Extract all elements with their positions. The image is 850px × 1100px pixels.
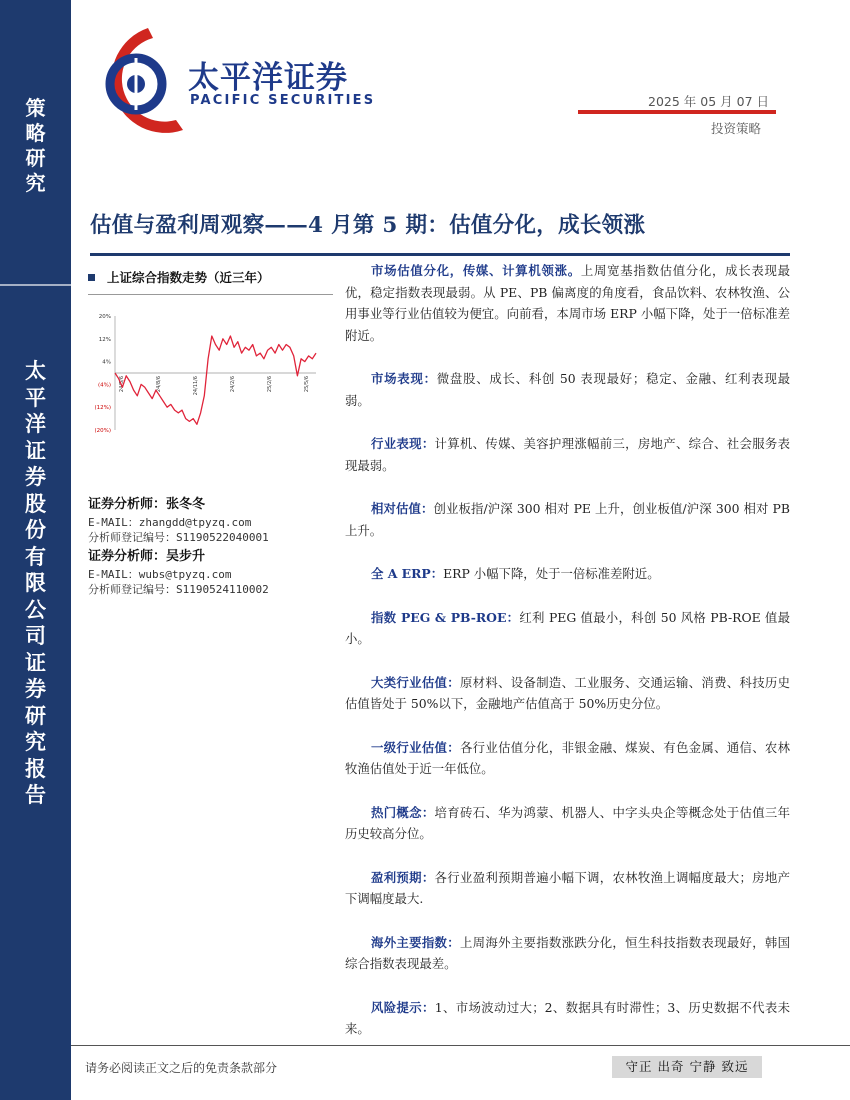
sidebar-bottom-char: 股: [25, 490, 46, 516]
analyst-registration: 分析师登记编号：S1190524110002: [88, 583, 269, 596]
report-category: 投资策略: [711, 121, 762, 136]
analyst-email: E-MAIL：wubs@tpyzq.com: [88, 568, 232, 581]
summary-paragraph: [345, 368, 790, 411]
sidebar-top-text: [0, 96, 71, 196]
summary-paragraph: [345, 672, 790, 715]
analyst-registration: 分析师登记编号：S1190522040001: [88, 531, 269, 544]
paragraph-text: ERP 小幅下降，处于一倍标准差附近。: [443, 566, 660, 581]
sidebar-divider: [0, 284, 71, 286]
logo-en-text: PACIFIC SECURITIES: [190, 93, 376, 108]
sidebar-top-char: 略: [25, 121, 46, 145]
paragraph-text: 原材料、设备制造、工业服务、交通运输、消费、科技历史估值皆处于 50%以下，金融地产估值高于 50%历史分位。: [345, 674, 791, 711]
y-tick-label: 20%: [98, 314, 111, 320]
y-tick-label: 12%: [98, 336, 111, 343]
paragraph-text: 计算机、传媒、美容护理涨幅前三，房地产、综合、社会服务表现最弱。: [345, 436, 791, 473]
series-line: [115, 336, 316, 424]
paragraph-text: 上周海外主要指数涨跌分化，恒生科技指数表现最好，韩国综合指数表现最差。: [345, 934, 791, 971]
analyst-name: 证券分析师：吴步升: [88, 549, 206, 564]
paragraph-heading: 市场表现：: [371, 371, 437, 386]
paragraph-heading: 盈利预期：: [371, 869, 435, 885]
summary-paragraph: [345, 498, 790, 541]
summary-paragraph: [345, 260, 790, 346]
disclaimer-note: 请务必阅读正文之后的免责条款部分: [85, 1061, 278, 1075]
sidebar-bottom-char: 报: [25, 755, 46, 781]
sidebar-bottom-char: 平: [25, 384, 46, 410]
footer-line: [71, 1045, 850, 1046]
summary-paragraph: [345, 932, 790, 975]
paragraph-text: 微盘股、成长、科创 50 表现最好；稳定、金融、红利表现最弱。: [345, 371, 790, 408]
sidebar-bottom-char: 洋: [25, 411, 46, 436]
paragraph-heading: 市场估值分化，传媒、计算机领涨。: [371, 263, 581, 278]
chart-title-text: 上证综合指数走势（近三年）: [107, 270, 270, 285]
logo-cn-text: 太平洋证券: [188, 60, 348, 96]
paragraph-text: 各行业盈利预期普遍小幅下调，农林牧渔上调幅度最大；房地产下调幅度最大.: [345, 869, 791, 906]
sidebar-bottom-char: 究: [25, 729, 46, 754]
x-tick-label: 24/2/6: [230, 376, 236, 393]
paragraph-heading: 热门概念：: [371, 804, 435, 820]
paragraph-heading: 风险提示：: [371, 999, 435, 1015]
sidebar-bottom-char: 司: [25, 623, 46, 648]
x-tick-label: 24/8/6: [156, 376, 162, 393]
sidebar-bottom-char: 券: [25, 676, 46, 701]
sidebar-bottom-char: 券: [25, 464, 46, 489]
summary-body: [345, 260, 790, 1040]
y-tick-label: (12%): [94, 405, 111, 412]
paragraph-text: 红利 PEG 值最小，科创 50 风格 PB-ROE 值最小。: [345, 609, 790, 646]
sidebar-bottom-char: 限: [25, 570, 46, 595]
sidebar-bottom-char: 证: [25, 649, 46, 675]
header-red-line: [578, 110, 776, 114]
paragraph-heading: 大类行业估值：: [371, 674, 460, 690]
analyst-name: 证券分析师：张冬冬: [88, 497, 206, 512]
paragraph-text: 各行业估值分化，非银金融、煤炭、有色金属、通信、农林牧渔估值处于近一年低位。: [345, 739, 791, 776]
sidebar-bottom-char: 研: [25, 702, 46, 728]
analyst-email: E-MAIL：zhangdd@tpyzq.com: [88, 516, 252, 529]
company-motto: 守正 出奇 宁静 致远: [612, 1056, 762, 1078]
summary-paragraph: [345, 867, 790, 910]
paragraph-text: 上周宽基指数估值分化，成长表现最优，稳定指数表现最弱。从 PE、PB 偏离度的角度看，食品饮料、农林牧渔、公用事业等行业估值较为便宜。向前看，本周市场 ERP 小幅下降，处于一倍标准差附近。: [345, 263, 791, 343]
chart-plot: [88, 268, 333, 438]
title-underline: [90, 253, 790, 256]
report-date: 2025 年 05 月 07 日: [648, 94, 769, 109]
summary-paragraph: [345, 433, 790, 476]
summary-paragraph: [345, 607, 790, 650]
y-tick-label: (4%): [97, 382, 111, 389]
y-tick-label: 4%: [102, 359, 111, 366]
sidebar-bottom-char: 证: [25, 437, 46, 463]
paragraph-text: 1、市场波动过大；2、数据具有时滞性；3、历史数据不代表未来。: [345, 999, 790, 1036]
report-title: 估值与盈利周观察——4 月第 5 期：估值分化，成长领涨: [90, 213, 646, 238]
sidebar-bottom-char: 有: [25, 543, 46, 569]
y-tick-label: (20%): [94, 428, 111, 434]
paragraph-heading: 一级行业估值：: [371, 739, 460, 755]
sidebar-top-char: 研: [25, 146, 46, 170]
sidebar-bottom-char: 太: [25, 358, 46, 383]
x-tick-label: 24/5/6: [119, 376, 125, 393]
x-tick-label: 24/11/6: [193, 376, 199, 396]
paragraph-heading: 行业表现：: [371, 436, 435, 451]
summary-paragraph: [345, 563, 790, 585]
paragraph-text: 培育砖石、华为鸿蒙、机器人、中字头央企等概念处于估值三年历史较高分位。: [345, 804, 791, 841]
sidebar-bottom-char: 份: [25, 517, 46, 542]
paragraph-heading: 指数 PEG & PB-ROE：: [371, 609, 520, 625]
paragraph-heading: 相对估值：: [371, 501, 434, 516]
x-tick-label: 25/5/6: [304, 376, 310, 393]
x-tick-label: 25/2/6: [267, 376, 273, 393]
sidebar-bottom-text: [0, 358, 71, 809]
sidebar: [0, 0, 71, 1100]
summary-paragraph: [345, 737, 790, 780]
sidebar-top-char: 策: [25, 96, 46, 120]
paragraph-text: 创业板指/沪深 300 相对 PE 上升，创业板值/沪深 300 相对 PB 上升。: [345, 501, 791, 538]
sidebar-bottom-char: 告: [25, 782, 46, 807]
summary-paragraph: [345, 997, 790, 1040]
sidebar-top-char: 究: [25, 171, 46, 195]
summary-paragraph: [345, 802, 790, 845]
sidebar-bottom-char: 公: [25, 596, 46, 622]
index-chart: [88, 268, 333, 438]
paragraph-heading: 全 A ERP：: [371, 566, 444, 581]
paragraph-heading: 海外主要指数：: [371, 934, 460, 950]
